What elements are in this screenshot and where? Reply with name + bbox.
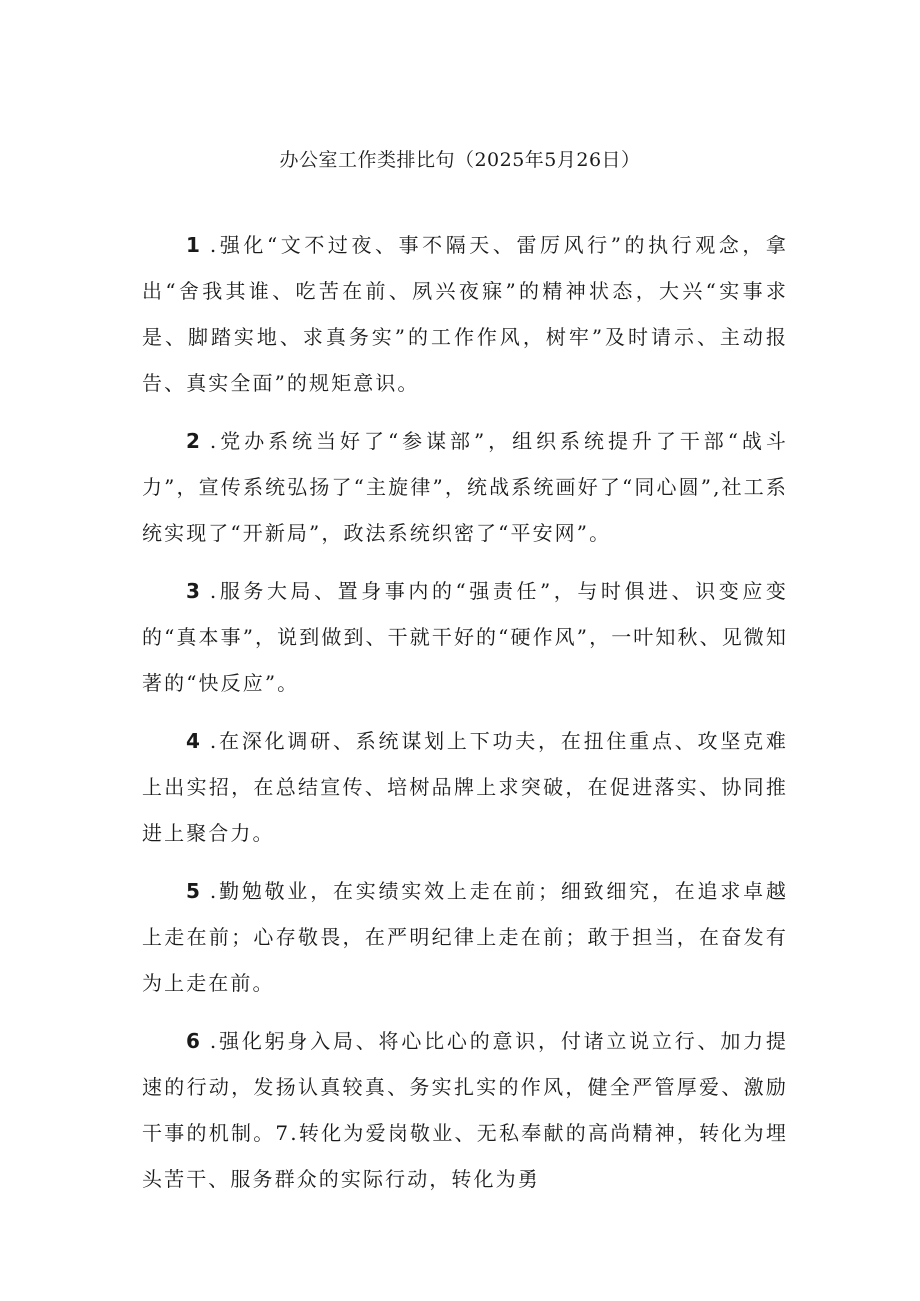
paragraph-number: 1 [186, 233, 200, 257]
document-body [142, 222, 788, 1214]
paragraph-text: .强化“文不过夜、事不隔天、雷厉风行”的执行观念，拿出“舍我其谁、吃苦在前、夙兴夜寐”的精神状态，大兴“实事求是、脚踏实地、求真务实”的工作作风，树牢”及时请示、主动报告、真实全面”的规矩意识。 [142, 233, 788, 395]
paragraph-text: .强化躬身入局、将心比心的意识，付诸立说立行、加力提速的行动，发扬认真较真、务实扎实的作风，健全严管厚爱、激励干事的机制。7.转化为爱岗敬业、无私奉献的高尚精神，转化为埋头苦干、服务群众的实际行动，转化为勇 [142, 1029, 788, 1191]
paragraph-number: 6 [186, 1029, 200, 1053]
paragraph-5 [142, 868, 788, 1006]
paragraph-number: 3 [186, 579, 200, 603]
paragraph-3 [142, 568, 788, 706]
paragraph-number: 2 [186, 429, 200, 453]
paragraph-text: .勤勉敬业，在实绩实效上走在前；细致细究，在追求卓越上走在前；心存敬畏，在严明纪律上走在前；敢于担当，在奋发有为上走在前。 [142, 879, 788, 995]
paragraph-2 [142, 418, 788, 556]
paragraph-text: .服务大局、置身事内的“强责任”，与时俱进、识变应变的“真本事”，说到做到、干就干好的“硬作风”，一叶知秋、见微知著的“快反应”。 [142, 579, 788, 695]
paragraph-text: .在深化调研、系统谋划上下功夫，在扭住重点、攻坚克难上出实招，在总结宣传、培树品牌上求突破，在促进落实、协同推进上聚合力。 [142, 729, 788, 845]
paragraph-4 [142, 718, 788, 856]
paragraph-text: .党办系统当好了“参谋部”，组织系统提升了干部“战斗力”，宣传系统弘扬了“主旋律”，统战系统画好了“同心圆”,社工系统实现了“开新局”，政法系统织密了“平安网”。 [142, 429, 788, 545]
paragraph-number: 5 [186, 879, 200, 903]
paragraph-6 [142, 1018, 788, 1202]
paragraph-number: 4 [186, 729, 200, 753]
document-title: 办公室工作类排比句（2025年5月26日） [279, 149, 641, 171]
paragraph-1 [142, 222, 788, 406]
